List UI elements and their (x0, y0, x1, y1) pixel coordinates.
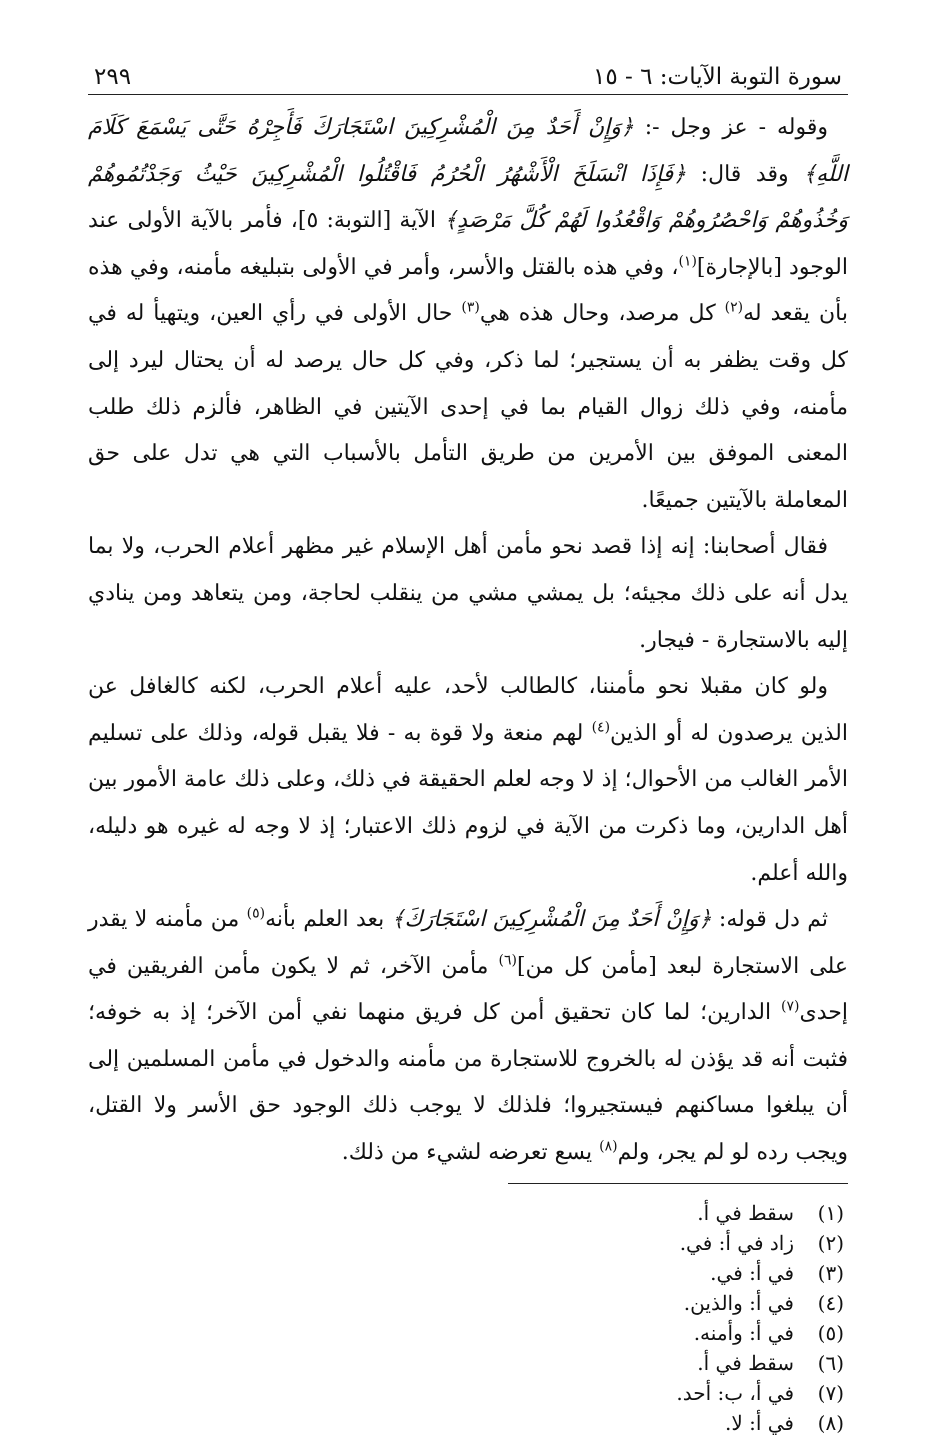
footnote-ref: (٣) (461, 300, 480, 317)
book-page (88, 54, 848, 1438)
footnote-item (88, 1198, 844, 1228)
text-run: حال الأولى في رأي العين، ويتهيأ له في كل وقت يظفر به أن يستجير؛ لما ذكر، وفي كل حال يرصد له أن يحتال ليرد إلى مأمنه، وفي ذلك زوال القيام بما في إحدى الآيتين في الظاهر، فألزم ذلك طلب المعنى الموفق بين الأمرين من طريق التأمل بالأسباب التي هي تدل على حق المعاملة بالآيتين جميعًا. (88, 301, 848, 513)
footnote-text: في أ: لا. (724, 1410, 794, 1435)
text-run: لهم منعة ولا قوة به - فلا يقبل قوله، وذلك على تسليم الأمر الغالب من الأحوال؛ إذ لا وجه لعلم الحقيقة في ذلك، وعلى ذلك عامة الأمور بين أهل الدارين، وما ذكرت من الآية في لزوم ذلك الاعتبار؛ إذ لا وجه له غيره هو دليله، والله أعلم. (88, 720, 849, 886)
text-run: ثم دل قوله: (711, 907, 828, 933)
footnote-item (88, 1348, 844, 1378)
paragraph-1 (88, 105, 848, 524)
footnote-ref: (٧) (781, 998, 800, 1015)
footnote-number: (٢) (817, 1230, 844, 1255)
footnote-number: (٨) (817, 1410, 844, 1435)
page-header (88, 54, 848, 95)
footnote-ref: (٦) (498, 952, 517, 969)
footnote-ref: (١) (678, 253, 697, 270)
text-run: الآية [التوبة: ٥]، فأمر بالآية الأولى عند الوجود [بالإجارة] (88, 208, 848, 280)
footnote-item (88, 1408, 844, 1438)
quran-verse: ﴿وَإِنْ أَحَدٌ مِنَ الْمُشْرِكِينَ اسْتَجَارَكَ فَأَجِرْهُ حَتَّى يَسْمَعَ كَلَامَ اللَّهِ﴾ (88, 115, 848, 187)
footnote-text: سقط في أ. (697, 1200, 794, 1225)
footnote-text: في أ: والذين. (683, 1290, 794, 1315)
text-run: يسع تعرضه لشيء من ذلك. (341, 1140, 600, 1166)
text-run: من مأمنه لا يقدر على الاستجارة لبعد [مأمن كل من] (88, 907, 848, 979)
text-run: مأمن الآخر، ثم لا يكون مأمن الفريقين في إحدى (88, 953, 848, 1026)
footnote-number: (٦) (817, 1350, 844, 1375)
footnote-number: (٥) (817, 1320, 844, 1345)
text-run: وقوله - عز وجل -: (633, 115, 828, 140)
text-run: ولو كان مقبلا نحو مأمننا، كالطالب لأحد، عليه أعلام الحرب، لكنه كالغافل عن الذين يرصدون له أو الذين (88, 674, 848, 746)
text-run: وقد قال: (686, 161, 804, 187)
footnote-item (88, 1258, 844, 1288)
footnote-number: (١) (817, 1200, 844, 1225)
footnote-item (88, 1318, 844, 1348)
paragraph-3 (88, 664, 848, 897)
footnote-separator (508, 1183, 848, 1184)
footnote-item (88, 1378, 844, 1408)
footnote-text: في أ: في. (710, 1260, 794, 1285)
paragraph-2 (88, 524, 848, 664)
text-run: ، وفي هذه بالقتل والأسر، وأمر في الأولى بتبليغه مأمنه، وفي هذه بأن يقعد له (88, 254, 848, 327)
footnote-number: (٧) (817, 1380, 844, 1405)
footnote-number: (٣) (817, 1260, 844, 1285)
footnote-text: في أ، ب: أحد. (676, 1380, 794, 1405)
footnote-number: (٤) (817, 1290, 844, 1315)
footnote-item (88, 1228, 844, 1258)
page-number: ٢٩٩ (94, 64, 132, 90)
footnote-ref: (٢) (724, 300, 744, 317)
running-title: سورة التوبة الآيات: ٦ - ١٥ (593, 64, 842, 90)
quran-verse: ﴿فَإِذَا انْسَلَخَ الْأَشْهُرُ الْحُرُمُ فَاقْتُلُوا الْمُشْرِكِينَ حَيْثُ وَجَدْتُمُوهُمْ وَخُذُوهُمْ وَاحْصُرُوهُمْ وَاقْعُدُوا لَهُمْ كُلَّ مَرْصَدٍ﴾ (88, 161, 848, 234)
footnote-ref: (٨) (599, 1138, 618, 1155)
paragraph-4 (88, 897, 848, 1177)
main-text (88, 105, 848, 1177)
text-run: فقال أصحابنا: إنه إذا قصد نحو مأمن أهل الإسلام غير مظهر أعلام الحرب، ولا بما يدل أنه على ذلك مجيئه؛ بل يمشي مشي من ينقلب لحاجة، ومن يتعاهد ومن ينادي إليه بالاستجارة - فيجار. (88, 534, 848, 653)
text-run: الدارين؛ لما كان تحقيق أمن كل فريق منهما نفي أمن الآخر؛ إذ به خوفه؛ فثبت أنه قد يؤذن له بالخروج للاستجارة من مأمنه والدخول في مأمن المسلمين إلى أن يبلغوا مساكنهم فيستجيروا؛ فلذلك لا يوجب ذلك الوجود حق الأسر ولا القتل، ويجب رده لو لم يجر، ولم (88, 1000, 848, 1166)
footnotes (88, 1198, 848, 1438)
footnote-item (88, 1288, 844, 1318)
quran-verse: ﴿وَإِنْ أَحَدٌ مِنَ الْمُشْرِكِينَ اسْتَجَارَكَ﴾ (391, 907, 712, 933)
footnote-ref: (٥) (246, 905, 266, 922)
text-run: بعد العلم بأنه (265, 907, 392, 933)
footnote-text: زاد في أ: في. (679, 1230, 794, 1255)
footnote-ref: (٤) (591, 719, 611, 736)
footnote-text: سقط في أ. (697, 1350, 794, 1375)
text-run: كل مرصد، وحال هذه هي (479, 301, 725, 327)
footnote-text: في أ: وأمنه. (693, 1320, 794, 1345)
